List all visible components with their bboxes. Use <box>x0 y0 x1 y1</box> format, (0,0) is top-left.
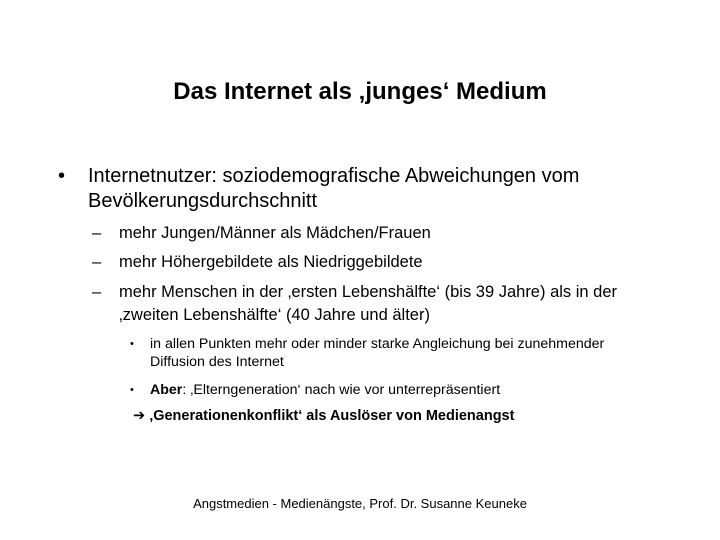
note-bullet: • <box>130 384 134 396</box>
dash-symbol: – <box>92 224 102 242</box>
slide-title: Das Internet als ‚junges‘ Medium <box>173 78 547 105</box>
sub-item-text: mehr Höhergebildete als Niedriggebildete <box>119 253 423 271</box>
bullet-main-text: Internetnutzer: soziodemografische Abweichungen vom Bevölkerungsdurchschnitt <box>88 165 580 212</box>
note-text: in allen Punkten mehr oder minder starke Angleichung bei zunehmender Diffusion des Internet <box>150 336 605 370</box>
bullet-symbol: • <box>58 165 66 187</box>
sub-item-text: mehr Jungen/Männer als Mädchen/Frauen <box>119 224 431 242</box>
note-rest: : ‚Elterngeneration‘ nach wie vor unterrepräsentiert <box>182 382 501 398</box>
arrow-right-icon: ➔ <box>133 408 146 424</box>
note-text <box>150 381 640 399</box>
dash-symbol: – <box>92 253 102 271</box>
conclusion-line <box>133 406 653 426</box>
slide-footer: Angstmedien - Medienängste, Prof. Dr. Susanne Keuneke <box>193 496 527 511</box>
note-bullet: • <box>130 338 134 350</box>
conclusion-text: ‚Generationenkonflikt‘ als Auslöser von Medienangst <box>149 408 515 424</box>
dash-symbol: – <box>92 283 102 301</box>
note-bold-prefix: Aber <box>150 382 183 398</box>
sub-item-text: mehr Menschen in der ‚ersten Lebenshälfte‘ (bis 39 Jahre) als in der ‚zweiten Lebenshälfte‘ (40 Jahre und älter) <box>119 283 618 324</box>
